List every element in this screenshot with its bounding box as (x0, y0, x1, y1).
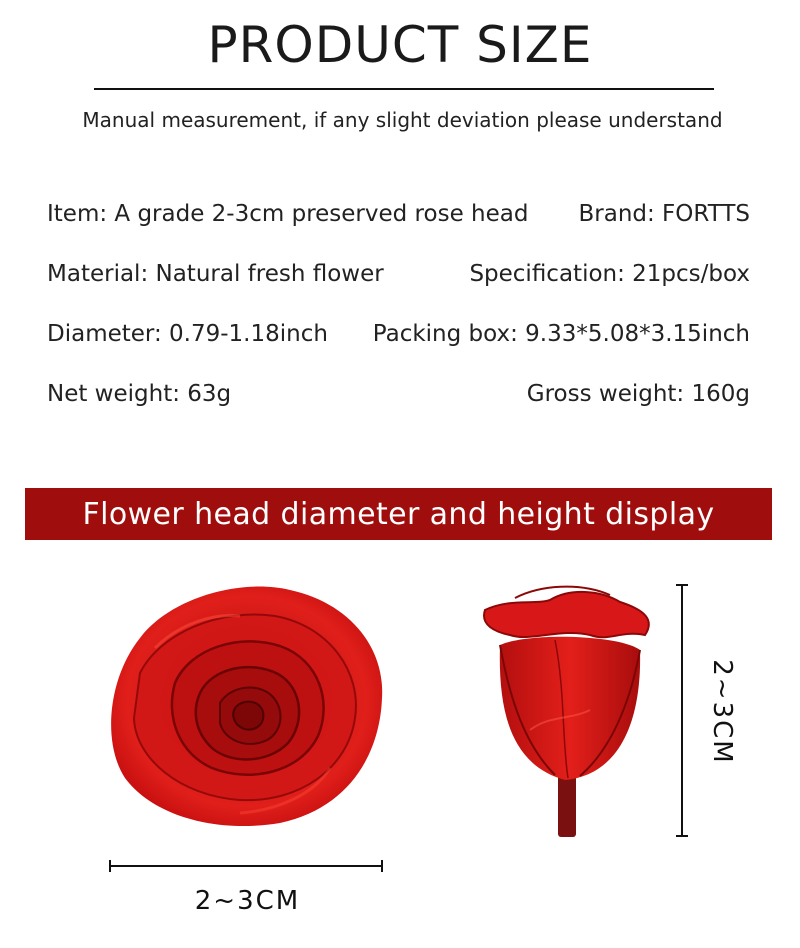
measurement-note: Manual measurement, if any slight deviation please understand (82, 108, 723, 132)
spec-brand: Brand: FORTTS (578, 201, 750, 227)
title-underline (94, 88, 714, 90)
spec-row (47, 378, 750, 410)
spec-gross-weight: Gross weight: 160g (526, 381, 750, 407)
spec-packing-box: Packing box: 9.33*5.08*3.15inch (372, 321, 750, 347)
diameter-dimension-line (109, 865, 383, 867)
spec-net-weight: Net weight: 63g (47, 381, 232, 407)
rose-top-view-image (100, 578, 390, 833)
diameter-label: 2~3CM (194, 886, 301, 916)
section-banner-text: Flower head diameter and height display (82, 496, 715, 532)
spec-item: Item: A grade 2-3cm preserved rose head (47, 201, 529, 227)
height-label: 2~3CM (707, 659, 737, 765)
spec-diameter: Diameter: 0.79-1.18inch (47, 321, 328, 347)
rose-side-view-image (470, 580, 670, 845)
height-dimension-line (681, 584, 683, 837)
section-banner (25, 488, 772, 540)
spec-material: Material: Natural fresh flower (47, 261, 384, 287)
spec-row (47, 258, 750, 290)
spec-row (47, 198, 750, 230)
spec-specification: Specification: 21pcs/box (469, 261, 750, 287)
page-title: PRODUCT SIZE (207, 16, 593, 74)
spec-row (47, 318, 750, 350)
